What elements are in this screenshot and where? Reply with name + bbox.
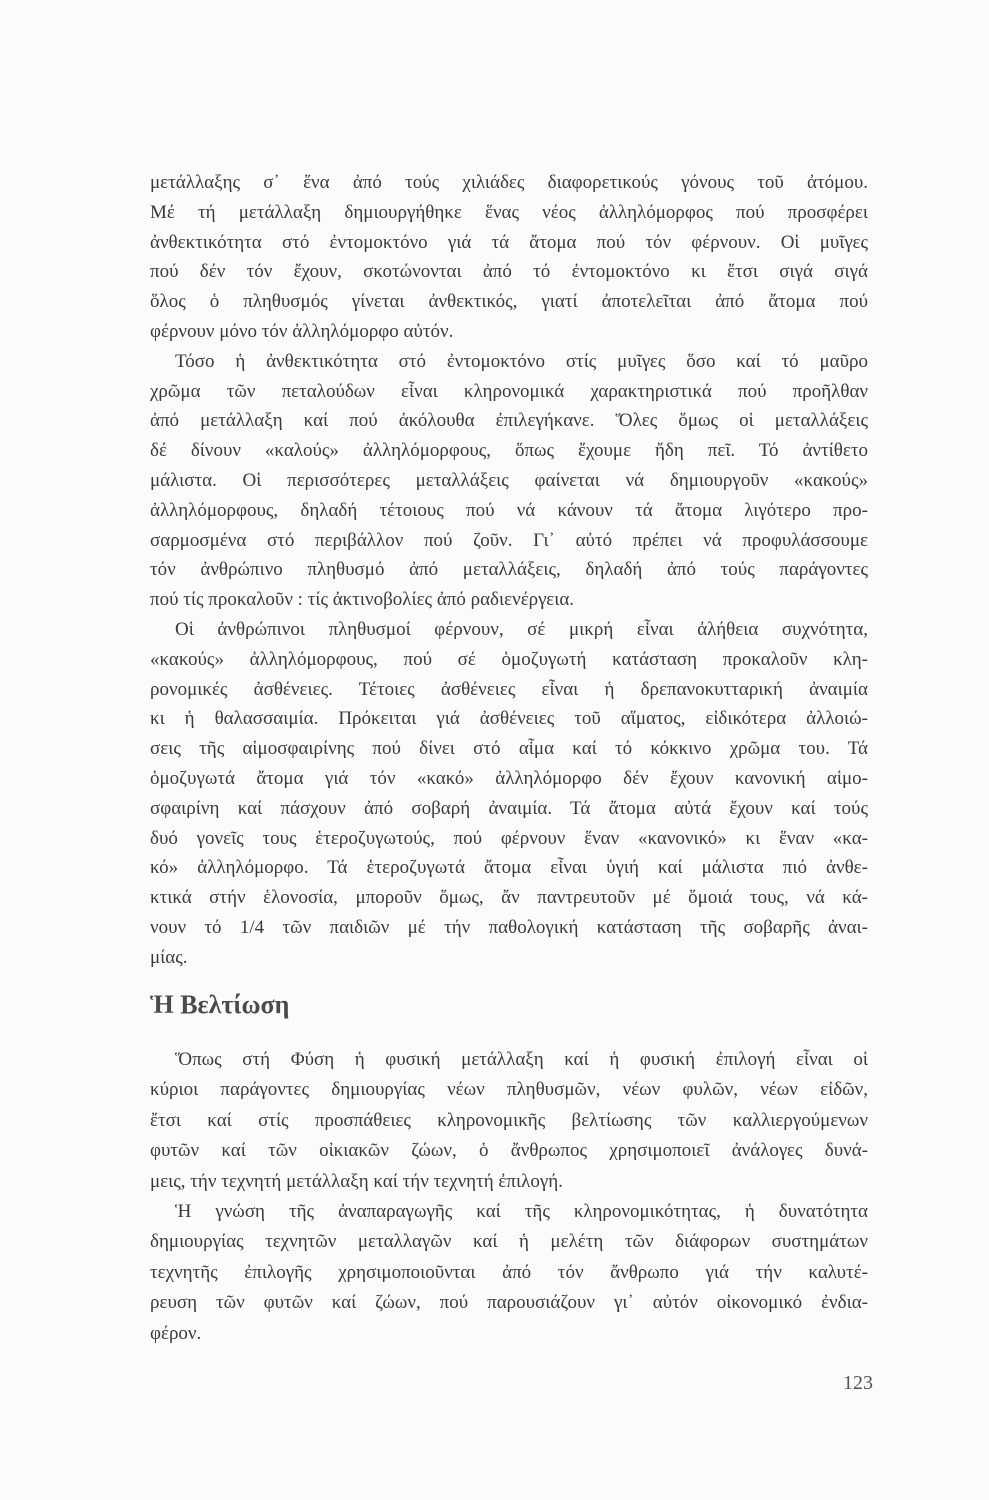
text-line: Ἡ γνώση τῆς ἀναπαραγωγῆς καί τῆς κληρονομικότητας, ἡ δυνατότητα xyxy=(175,1200,868,1222)
text-line: μάλιστα. Οἱ περισσότερες μεταλλάξεις φαίνεται νά δημιουργοῦν «κακούς» xyxy=(150,469,868,491)
text-line: φυτῶν καί τῶν οἰκιακῶν ζώων, ὁ ἄνθρωπος χρησιμοποιεῖ ἀνάλογες δυνά- xyxy=(150,1140,868,1162)
text-line: τόν ἀνθρώπινο πληθυσμό ἀπό μεταλλάξεις, δηλαδή ἀπό τούς παράγοντες xyxy=(150,559,868,581)
paragraph xyxy=(150,1045,868,1197)
text-line: δέ δίνουν «καλούς» ἀλληλόμορφους, ὅπως ἔχουμε ἤδη πεῖ. Τό ἀντίθετο xyxy=(150,440,868,462)
text-line: τεχνητῆς ἐπιλογῆς χρησιμοποιοῦνται ἀπό τόν ἄνθρωπο γιά τήν καλυτέ- xyxy=(150,1261,868,1283)
text-line: ἀπό μετάλλαξη καί πού ἀκόλουθα ἐπιλεγήκανε. Ὅλες ὅμως οἱ μεταλλάξεις xyxy=(150,410,868,432)
text-line: Μέ τή μετάλλαξη δημιουργήθηκε ἕνας νέος ἀλληλόμορφος πού προσφέρει xyxy=(150,201,868,223)
text-line: ἀνθεκτικότητα στό ἐντομοκτόνο γιά τά ἄτομα πού τόν φέρνουν. Οἱ μυῖγες xyxy=(150,231,868,253)
text-line: νουν τό 1/4 τῶν παιδιῶν μέ τήν παθολογική κατάσταση τῆς σοβαρῆς ἀναι- xyxy=(150,916,868,938)
section-heading: Ἡ Βελτίωση xyxy=(150,990,290,1019)
text-line: μίας. xyxy=(150,946,188,968)
text-line: «κακούς» ἀλληλόμορφους, πού σέ ὁμοζυγωτή κατάσταση προκαλοῦν κλη- xyxy=(150,648,868,670)
text-line: Τόσο ἡ ἀνθεκτικότητα στό ἐντομοκτόνο στίς μυῖγες ὅσο καί τό μαῦρο xyxy=(175,350,868,372)
section-text xyxy=(150,1045,868,1349)
text-line: Οἱ ἀνθρώπινοι πληθυσμοί φέρνουν, σέ μικρή εἶναι ἀλήθεια συχνότητα, xyxy=(175,618,868,640)
text-line: ὁμοζυγωτά ἄτομα γιά τόν «κακό» ἀλληλόμορφο δέν ἔχουν κανονική αἱμο- xyxy=(150,767,868,789)
page-number: 123 xyxy=(843,1372,873,1394)
text-line: μεις, τήν τεχνητή μετάλλαξη καί τήν τεχνητή ἐπιλογή. xyxy=(150,1170,563,1192)
paragraph xyxy=(150,168,868,347)
text-line: κι ἡ θαλασσαιμία. Πρόκειται γιά ἀσθένειες τοῦ αἵματος, εἰδικότερα ἀλλοιώ- xyxy=(150,708,868,730)
text-line: κό» ἀλληλόμορφο. Τά ἑτεροζυγωτά ἄτομα εἶναι ὑγιή καί μάλιστα πιό ἀνθε- xyxy=(150,857,868,879)
text-line: κύριοι παράγοντες δημιουργίας νέων πληθυσμῶν, νέων φυλῶν, νέων εἰδῶν, xyxy=(150,1079,868,1101)
text-line: πού δέν τόν ἔχουν, σκοτώνονται ἀπό τό ἐντομοκτόνο κι ἔτσι σιγά σιγά xyxy=(150,261,868,283)
text-line: ὅλος ὁ πληθυσμός γίνεται ἀνθεκτικός, γιατί ἀποτελεῖται ἀπό ἄτομα πού xyxy=(150,291,868,313)
text-line: πού τίς προκαλοῦν : τίς ἀκτινοβολίες ἀπό ραδιενέργεια. xyxy=(150,589,575,611)
text-line: δημιουργίας τεχνητῶν μεταλλαγῶν καί ἡ μελέτη τῶν διάφορων συστημάτων xyxy=(150,1231,868,1253)
text-line: σφαιρίνη καί πάσχουν ἀπό σοβαρή ἀναιμία. Τά ἄτομα αὐτά ἔχουν καί τούς xyxy=(150,797,868,819)
text-line: χρῶμα τῶν πεταλούδων εἶναι κληρονομικά χαρακτηριστικά πού προῆλθαν xyxy=(150,380,868,402)
paragraph xyxy=(150,615,868,973)
body-text xyxy=(150,168,868,973)
text-line: δυό γονεῖς τους ἑτεροζυγωτούς, πού φέρνουν ἕναν «κανονικό» κι ἕναν «κα- xyxy=(150,827,868,849)
paragraph xyxy=(150,1197,868,1349)
text-line: φέρνουν μόνο τόν ἀλληλόμορφο αὐτόν. xyxy=(150,320,454,342)
paragraph xyxy=(150,347,868,615)
text-line: κτικά στήν ἑλονοσία, μποροῦν ὅμως, ἄν παντρευτοῦν μέ ὅμοιά τους, νά κά- xyxy=(150,887,868,909)
text-line: φέρον. xyxy=(150,1322,202,1344)
text-line: ρονομικές ἀσθένειες. Τέτοιες ἀσθένειες εἶναι ἡ δρεπανοκυτταρική ἀναιμία xyxy=(150,678,868,700)
text-line: σεις τῆς αἱμοσφαιρίνης πού δίνει στό αἷμα καί τό κόκκινο χρῶμα του. Τά xyxy=(150,738,868,760)
text-line: ἔτσι καί στίς προσπάθειες κληρονομικῆς βελτίωσης τῶν καλλιεργούμενων xyxy=(150,1109,868,1131)
text-line: ρευση τῶν φυτῶν καί ζώων, πού παρουσιάζουν γι᾽ αὐτόν οἰκονομικό ἐνδια- xyxy=(150,1292,868,1314)
text-line: μετάλλαξης σ᾽ ἕνα ἀπό τούς χιλιάδες διαφορετικούς γόνους τοῦ ἀτόμου. xyxy=(150,172,868,193)
text-line: ἀλληλόμορφους, δηλαδή τέτοιους πού νά κάνουν τά ἄτομα λιγότερο προ- xyxy=(150,499,868,521)
text-line: Ὅπως στή Φύση ἡ φυσική μετάλλαξη καί ἡ φυσική ἐπιλογή εἶναι οἱ xyxy=(175,1049,868,1070)
text-line: σαρμοσμένα στό περιβάλλον πού ζοῦν. Γι᾽ αὐτό πρέπει νά προφυλάσσουμε xyxy=(150,529,868,551)
